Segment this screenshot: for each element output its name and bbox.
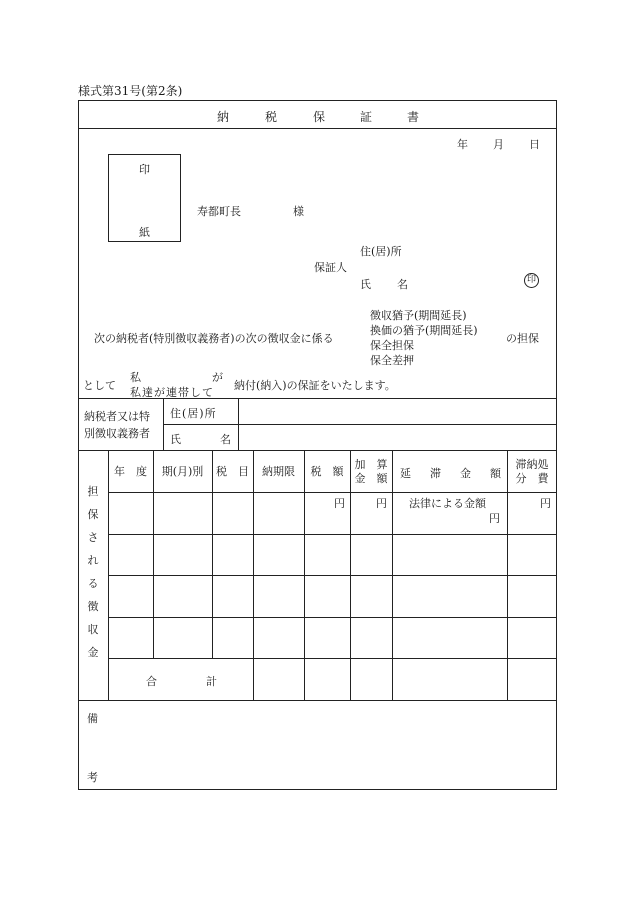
side-label-char: 保	[87, 508, 99, 521]
statement-option-3: 保全担保	[370, 339, 414, 352]
form-number: 様式第31号(第2条)	[78, 84, 183, 98]
side-label-char: 徴	[87, 600, 99, 613]
guarantor-label: 保証人	[314, 261, 347, 274]
guarantor-name-label-2: 名	[397, 278, 408, 291]
header-period: 期(月)別	[161, 465, 204, 478]
side-label-char: さ	[87, 531, 99, 544]
header-fee-2: 分 費	[515, 472, 549, 485]
header-delinquency-4: 額	[490, 467, 501, 480]
remarks-label-1: 備	[87, 712, 98, 725]
side-label-char: 金	[87, 646, 99, 659]
statement-ga: が	[212, 371, 223, 384]
total-label-1: 合	[146, 675, 157, 688]
side-label-char: る	[87, 577, 99, 590]
table-row-line-1	[108, 534, 557, 535]
side-label-char: 担	[87, 485, 99, 498]
side-label-char: 収	[87, 623, 99, 636]
date-month: 月	[493, 138, 504, 151]
taxpayer-name-label-1: 氏	[170, 433, 181, 446]
total-label-2: 計	[206, 675, 217, 688]
header-delinquency-1: 延	[400, 467, 411, 480]
table-row-line-2	[108, 575, 557, 576]
taxpayer-label-line2: 別徴収義務者	[84, 427, 150, 440]
title-char-3: 保	[313, 110, 326, 124]
yen-fee: 円	[540, 497, 551, 510]
stamp-box-top: 印	[139, 163, 150, 176]
guarantor-address-label: 住(居)所	[360, 245, 402, 258]
legal-amount-note: 法律による金額	[409, 497, 486, 510]
table-row-line-3	[108, 617, 557, 618]
table-bottom-line	[78, 700, 557, 701]
statement-option-1: 徴収猶予(期間延長)	[370, 309, 467, 322]
statement-option-2: 換価の猶予(期間延長)	[370, 324, 478, 337]
divider-taxpayer-mid	[163, 424, 557, 425]
table-col-period	[212, 450, 213, 658]
side-label-char: れ	[87, 554, 99, 567]
date-day: 日	[529, 138, 540, 151]
addressee: 寿都町長	[197, 205, 241, 218]
header-tax-amount: 税 額	[310, 465, 344, 478]
guarantor-name-label-1: 氏	[360, 278, 371, 291]
header-due-date: 納期限	[262, 465, 295, 478]
header-fee-1: 滞納処	[515, 458, 549, 471]
table-row-line-4	[108, 658, 557, 659]
secured-collection-side-label	[86, 483, 100, 667]
header-surcharge-2: 金 額	[354, 472, 388, 485]
title-char-1: 納	[217, 110, 230, 124]
table-header-line	[108, 492, 557, 493]
table-col-side	[108, 450, 109, 700]
divider-taxpayer	[78, 450, 557, 451]
table-col-due	[304, 450, 305, 700]
yen-tax-amount: 円	[334, 497, 345, 510]
taxpayer-col-line	[163, 398, 164, 450]
title-char-2: 税	[265, 110, 278, 124]
header-surcharge-1: 加 算	[354, 458, 388, 471]
date-year: 年	[457, 138, 468, 151]
taxpayer-label-line	[238, 398, 239, 450]
statement-tail: の担保	[506, 332, 539, 345]
title-char-5: 書	[407, 110, 420, 124]
title-char-4: 証	[360, 110, 373, 124]
taxpayer-name-label-2: 名	[220, 433, 231, 446]
table-col-tax-item	[253, 450, 254, 700]
table-col-surcharge	[392, 450, 393, 700]
table-col-tax-amount	[350, 450, 351, 700]
seal-mark-icon: 印	[524, 273, 539, 288]
statement-watashitachi: 私達が連帯して	[130, 386, 214, 399]
yen-delinquency: 円	[489, 512, 500, 525]
taxpayer-label-line1: 納税者又は特	[84, 410, 150, 423]
statement-as: として	[83, 379, 116, 392]
header-year: 年 度	[114, 465, 147, 478]
honorific: 様	[293, 205, 304, 218]
divider-title	[78, 128, 557, 129]
statement-option-4: 保全差押	[370, 354, 414, 367]
yen-surcharge: 円	[376, 497, 387, 510]
remarks-label-2: 考	[87, 771, 98, 784]
header-delinquency-3: 金	[460, 467, 471, 480]
stamp-box-bottom: 紙	[139, 226, 150, 239]
table-col-delinquency	[507, 450, 508, 700]
statement-lead: 次の納税者(特別徴収義務者)の次の徴収金に係る	[94, 332, 334, 345]
table-col-year	[153, 450, 154, 658]
statement-watashi: 私	[130, 371, 141, 384]
taxpayer-address-label: 住(居)所	[170, 407, 217, 420]
header-tax-item: 税 目	[216, 465, 249, 478]
header-delinquency-2: 滞	[430, 467, 441, 480]
statement-close: 納付(納入)の保証をいたします。	[234, 379, 396, 392]
